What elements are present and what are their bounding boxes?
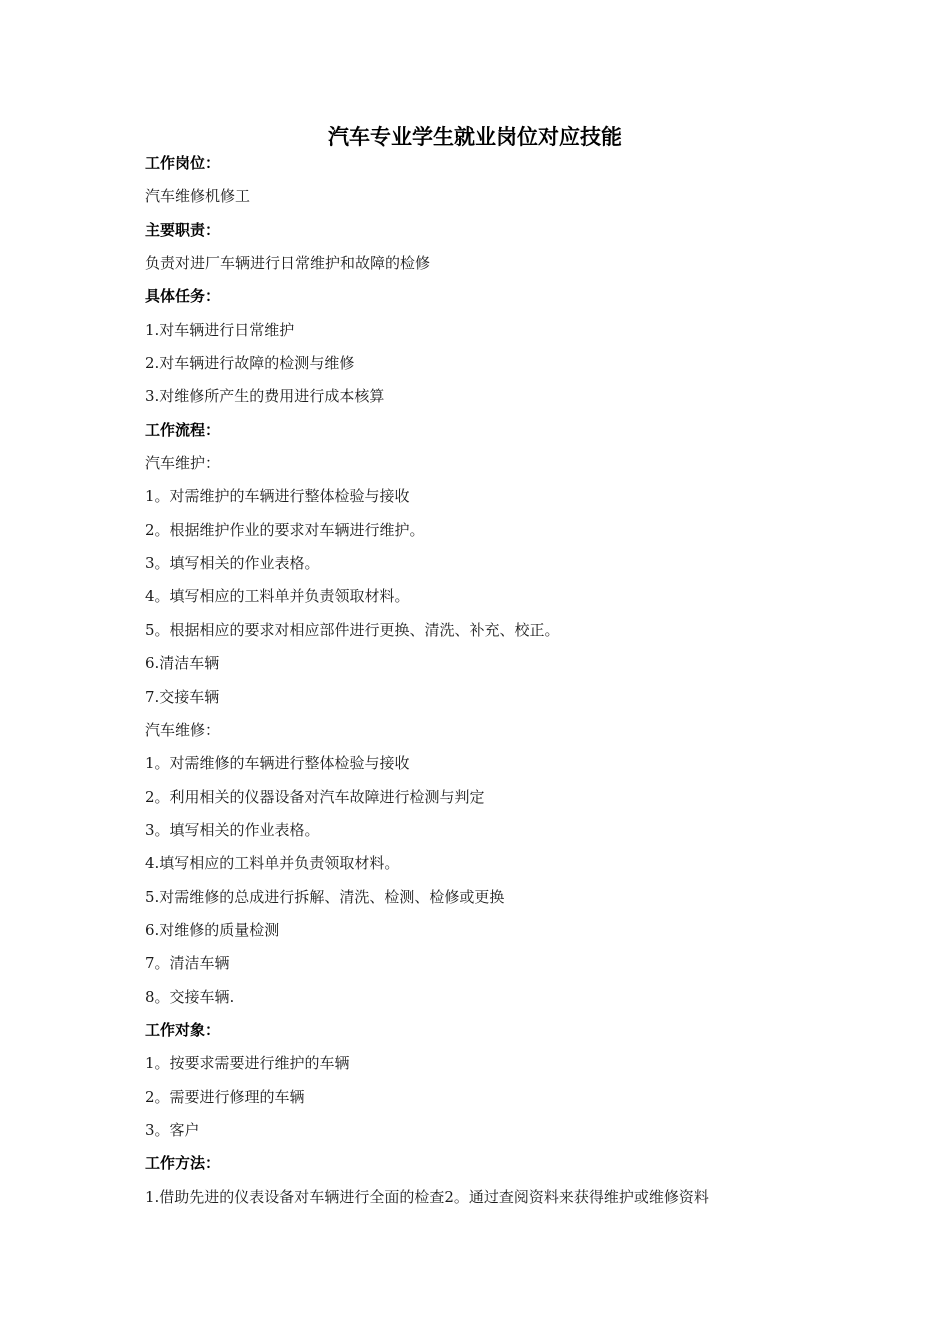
- text-line: 1。按要求需要进行维护的车辆: [145, 1054, 350, 1073]
- text-line: 3.对维修所产生的费用进行成本核算: [145, 387, 385, 406]
- text-line: 5.对需维修的总成进行拆解、清洗、检测、检修或更换: [145, 887, 505, 906]
- text-line: 6.对维修的质量检测: [145, 920, 280, 939]
- text-line: 3。客户: [145, 1120, 200, 1139]
- text-line: 2。需要进行修理的车辆: [145, 1087, 305, 1106]
- text-line: 7.交接车辆: [145, 687, 220, 706]
- document-body: [145, 147, 845, 1214]
- section-heading: 工作岗位：: [145, 154, 221, 172]
- section-heading: 主要职责：: [145, 220, 221, 239]
- section-heading: 具体任务：: [145, 287, 221, 306]
- text-line: 3。填写相关的作业表格。: [145, 554, 320, 573]
- text-line: 2.对车辆进行故障的检测与维修: [145, 354, 355, 373]
- text-line: 5。根据相应的要求对相应部件进行更换、清洗、补充、校正。: [145, 620, 560, 639]
- text-line: 2。根据维护作业的要求对车辆进行维护。: [145, 520, 425, 539]
- text-line: 汽车维护：: [145, 454, 221, 473]
- text-line: 4.填写相应的工料单并负责领取材料。: [145, 854, 400, 873]
- text-line: 汽车维修：: [145, 720, 221, 739]
- section-heading: 工作对象：: [145, 1020, 221, 1039]
- text-line: 7。清洁车辆: [145, 954, 230, 973]
- text-line: 1。对需维护的车辆进行整体检验与接收: [145, 487, 410, 506]
- text-line: 4。填写相应的工料单并负责领取材料。: [145, 587, 410, 606]
- text-line: 3。填写相关的作业表格。: [145, 820, 320, 839]
- text-line: 1.借助先进的仪表设备对车辆进行全面的检查2。通过查阅资料来获得维护或维修资料: [145, 1187, 709, 1206]
- text-line: 1。对需维修的车辆进行整体检验与接收: [145, 754, 410, 773]
- text-line: 负责对进厂车辆进行日常维护和故障的检修: [145, 254, 431, 273]
- section-heading: 工作流程：: [145, 420, 221, 439]
- text-line: 1.对车辆进行日常维护: [145, 320, 295, 339]
- section-heading: 工作方法：: [145, 1154, 221, 1173]
- text-line: 8。交接车辆.: [145, 987, 235, 1006]
- text-line: 6.清洁车辆: [145, 654, 220, 673]
- text-line: 汽车维修机修工: [145, 187, 251, 206]
- document-title: 汽车专业学生就业岗位对应技能: [328, 125, 622, 149]
- text-line: 2。利用相关的仪器设备对汽车故障进行检测与判定: [145, 787, 485, 806]
